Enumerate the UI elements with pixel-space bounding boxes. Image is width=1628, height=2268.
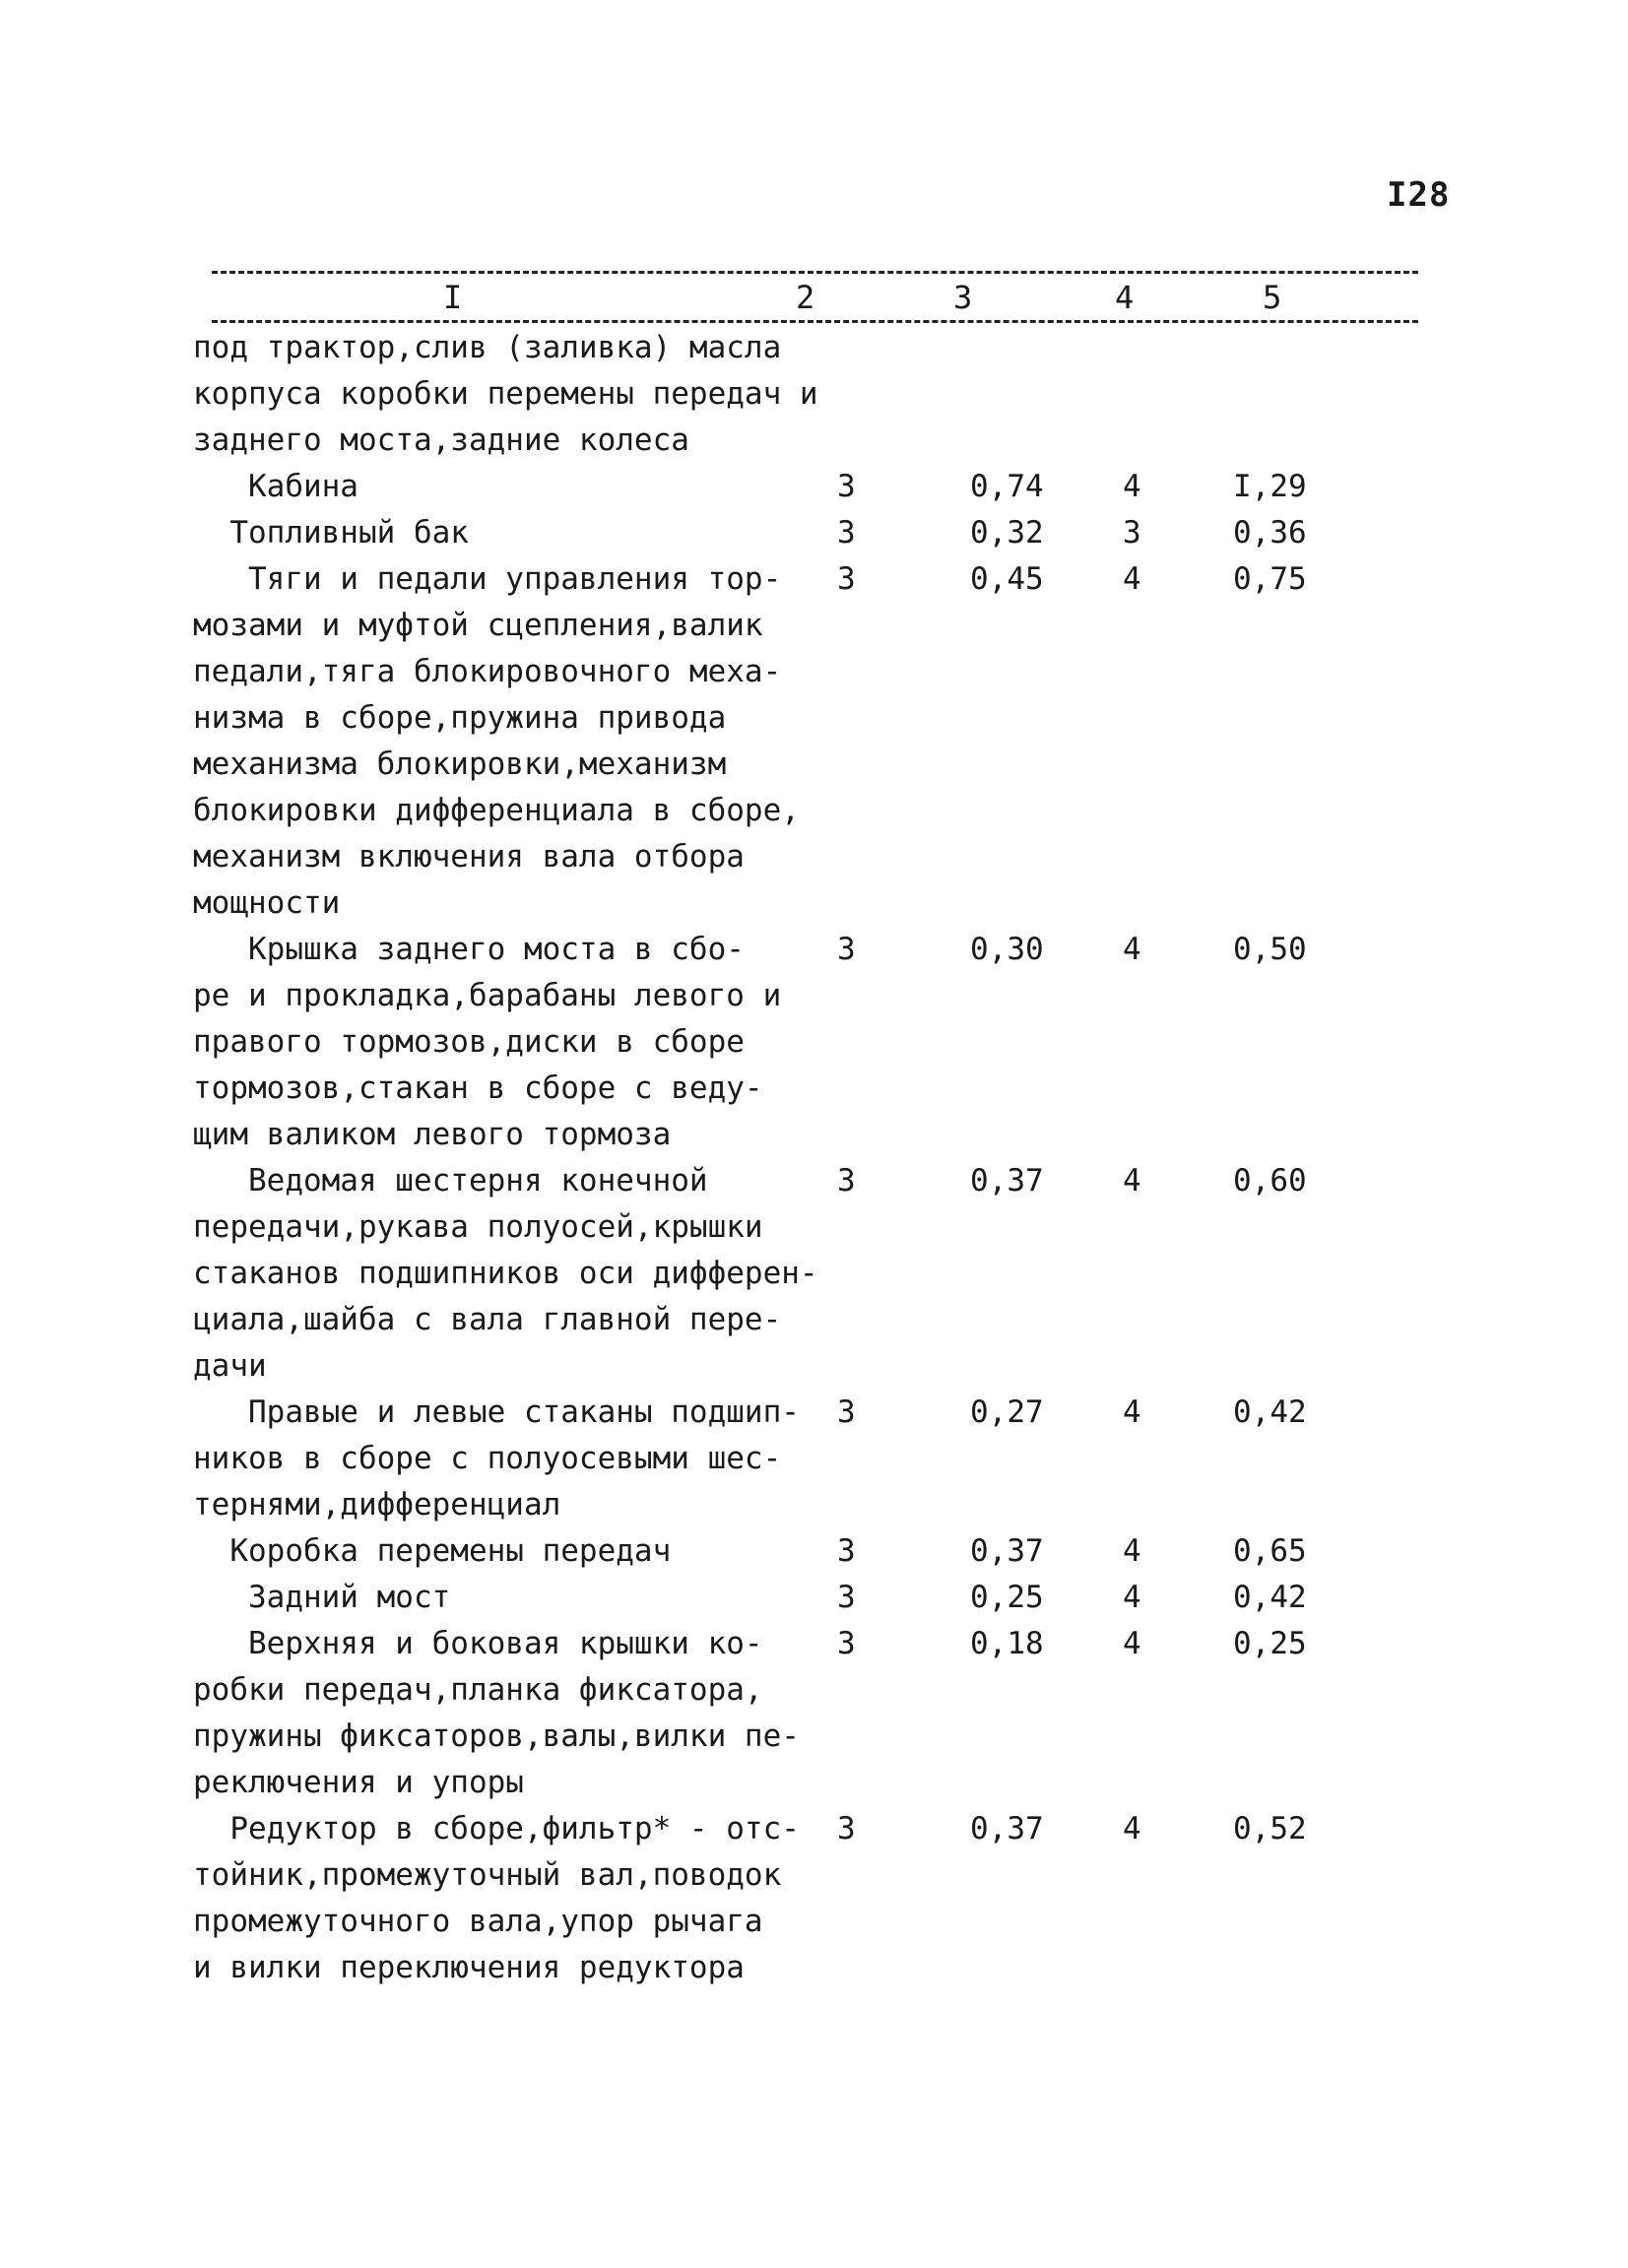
- row-value-c3: 0,27: [970, 1394, 1044, 1430]
- row-description: Крышка заднего моста в сбо- ре и прокладка,барабаны левого и правого тормозов,диски в сборе тормозов,стакан в сборе с веду- щим валиком левого тормоза: [193, 932, 782, 1152]
- row-value-c4: 4: [1123, 1394, 1141, 1430]
- row-value-c2: 3: [837, 469, 856, 504]
- row-value-c3: 0,74: [970, 469, 1044, 504]
- row-value-c3: 0,32: [970, 515, 1044, 551]
- header-rule-bottom: [212, 320, 1418, 323]
- row-value-c3: 0,37: [970, 1811, 1044, 1847]
- row-value-c5: 0,60: [1233, 1163, 1307, 1199]
- row-description: под трактор,слив (заливка) масла корпуса коробки перемены передач и заднего моста,задние колеса: [193, 330, 818, 458]
- row-value-c5: 0,50: [1233, 932, 1307, 967]
- row-value-c5: 0,75: [1233, 561, 1307, 597]
- row-value-c5: 0,25: [1233, 1626, 1307, 1661]
- row-value-c4: 4: [1123, 1163, 1141, 1199]
- header-rule-top: [212, 271, 1418, 274]
- row-value-c5: 0,42: [1233, 1580, 1307, 1615]
- row-value-c3: 0,30: [970, 932, 1044, 967]
- row-value-c5: I,29: [1233, 469, 1307, 504]
- row-description: Коробка перемены передач: [193, 1533, 672, 1569]
- column-header-1: I: [443, 279, 463, 316]
- row-description: Ведомая шестерня конечной передачи,рукава полуосей,крышки стаканов подшипников оси дифферен- циала,шайба с вала главной пере- дачи: [193, 1163, 818, 1384]
- row-value-c4: 4: [1123, 1811, 1141, 1847]
- row-value-c4: 3: [1123, 515, 1141, 551]
- row-description: Задний мост: [193, 1580, 451, 1615]
- row-value-c3: 0,37: [970, 1533, 1044, 1569]
- row-description: Тяги и педали управления тор- мозами и муфтой сцепления,валик педали,тяга блокировочного меха- низма в сборе,пружина привода механизма блокировки,механизм блокировки дифференциала в сборе, механизм включения вала отбора мощности: [193, 561, 800, 921]
- row-value-c2: 3: [837, 1163, 856, 1199]
- row-value-c2: 3: [837, 1626, 856, 1661]
- row-value-c3: 0,45: [970, 561, 1044, 597]
- row-value-c2: 3: [837, 932, 856, 967]
- row-value-c4: 4: [1123, 1533, 1141, 1569]
- column-header-4: 4: [1115, 279, 1135, 316]
- row-description: Правые и левые стаканы подшип- ников в сборе с полуосевыми шес- тернями,дифференциал: [193, 1394, 800, 1523]
- row-description: Топливный бак: [193, 515, 469, 551]
- row-description: Редуктор в сборе,фильтр* - отс- тойник,промежуточный вал,поводок промежуточного вала,упор рычага и вилки переключения редуктора: [193, 1811, 800, 1985]
- row-value-c3: 0,37: [970, 1163, 1044, 1199]
- row-value-c5: 0,42: [1233, 1394, 1307, 1430]
- row-description: Верхняя и боковая крышки ко- робки передач,планка фиксатора, пружины фиксаторов,валы,вилки пе- реключения и упоры: [193, 1626, 800, 1800]
- row-value-c2: 3: [837, 1394, 856, 1430]
- row-value-c2: 3: [837, 561, 856, 597]
- row-value-c2: 3: [837, 1580, 856, 1615]
- column-header-3: 3: [953, 279, 973, 316]
- row-description: Кабина: [193, 469, 358, 504]
- row-value-c4: 4: [1123, 1626, 1141, 1661]
- row-value-c3: 0,25: [970, 1580, 1044, 1615]
- column-header-2: 2: [796, 279, 815, 316]
- row-value-c4: 4: [1123, 561, 1141, 597]
- row-value-c4: 4: [1123, 1580, 1141, 1615]
- row-value-c2: 3: [837, 1533, 856, 1569]
- row-value-c4: 4: [1123, 469, 1141, 504]
- row-value-c5: 0,36: [1233, 515, 1307, 551]
- row-value-c2: 3: [837, 1811, 856, 1847]
- row-value-c3: 0,18: [970, 1626, 1044, 1661]
- row-value-c4: 4: [1123, 932, 1141, 967]
- row-value-c5: 0,65: [1233, 1533, 1307, 1569]
- column-header-5: 5: [1263, 279, 1282, 316]
- row-value-c2: 3: [837, 515, 856, 551]
- page-number: I28: [1387, 175, 1451, 215]
- row-value-c5: 0,52: [1233, 1811, 1307, 1847]
